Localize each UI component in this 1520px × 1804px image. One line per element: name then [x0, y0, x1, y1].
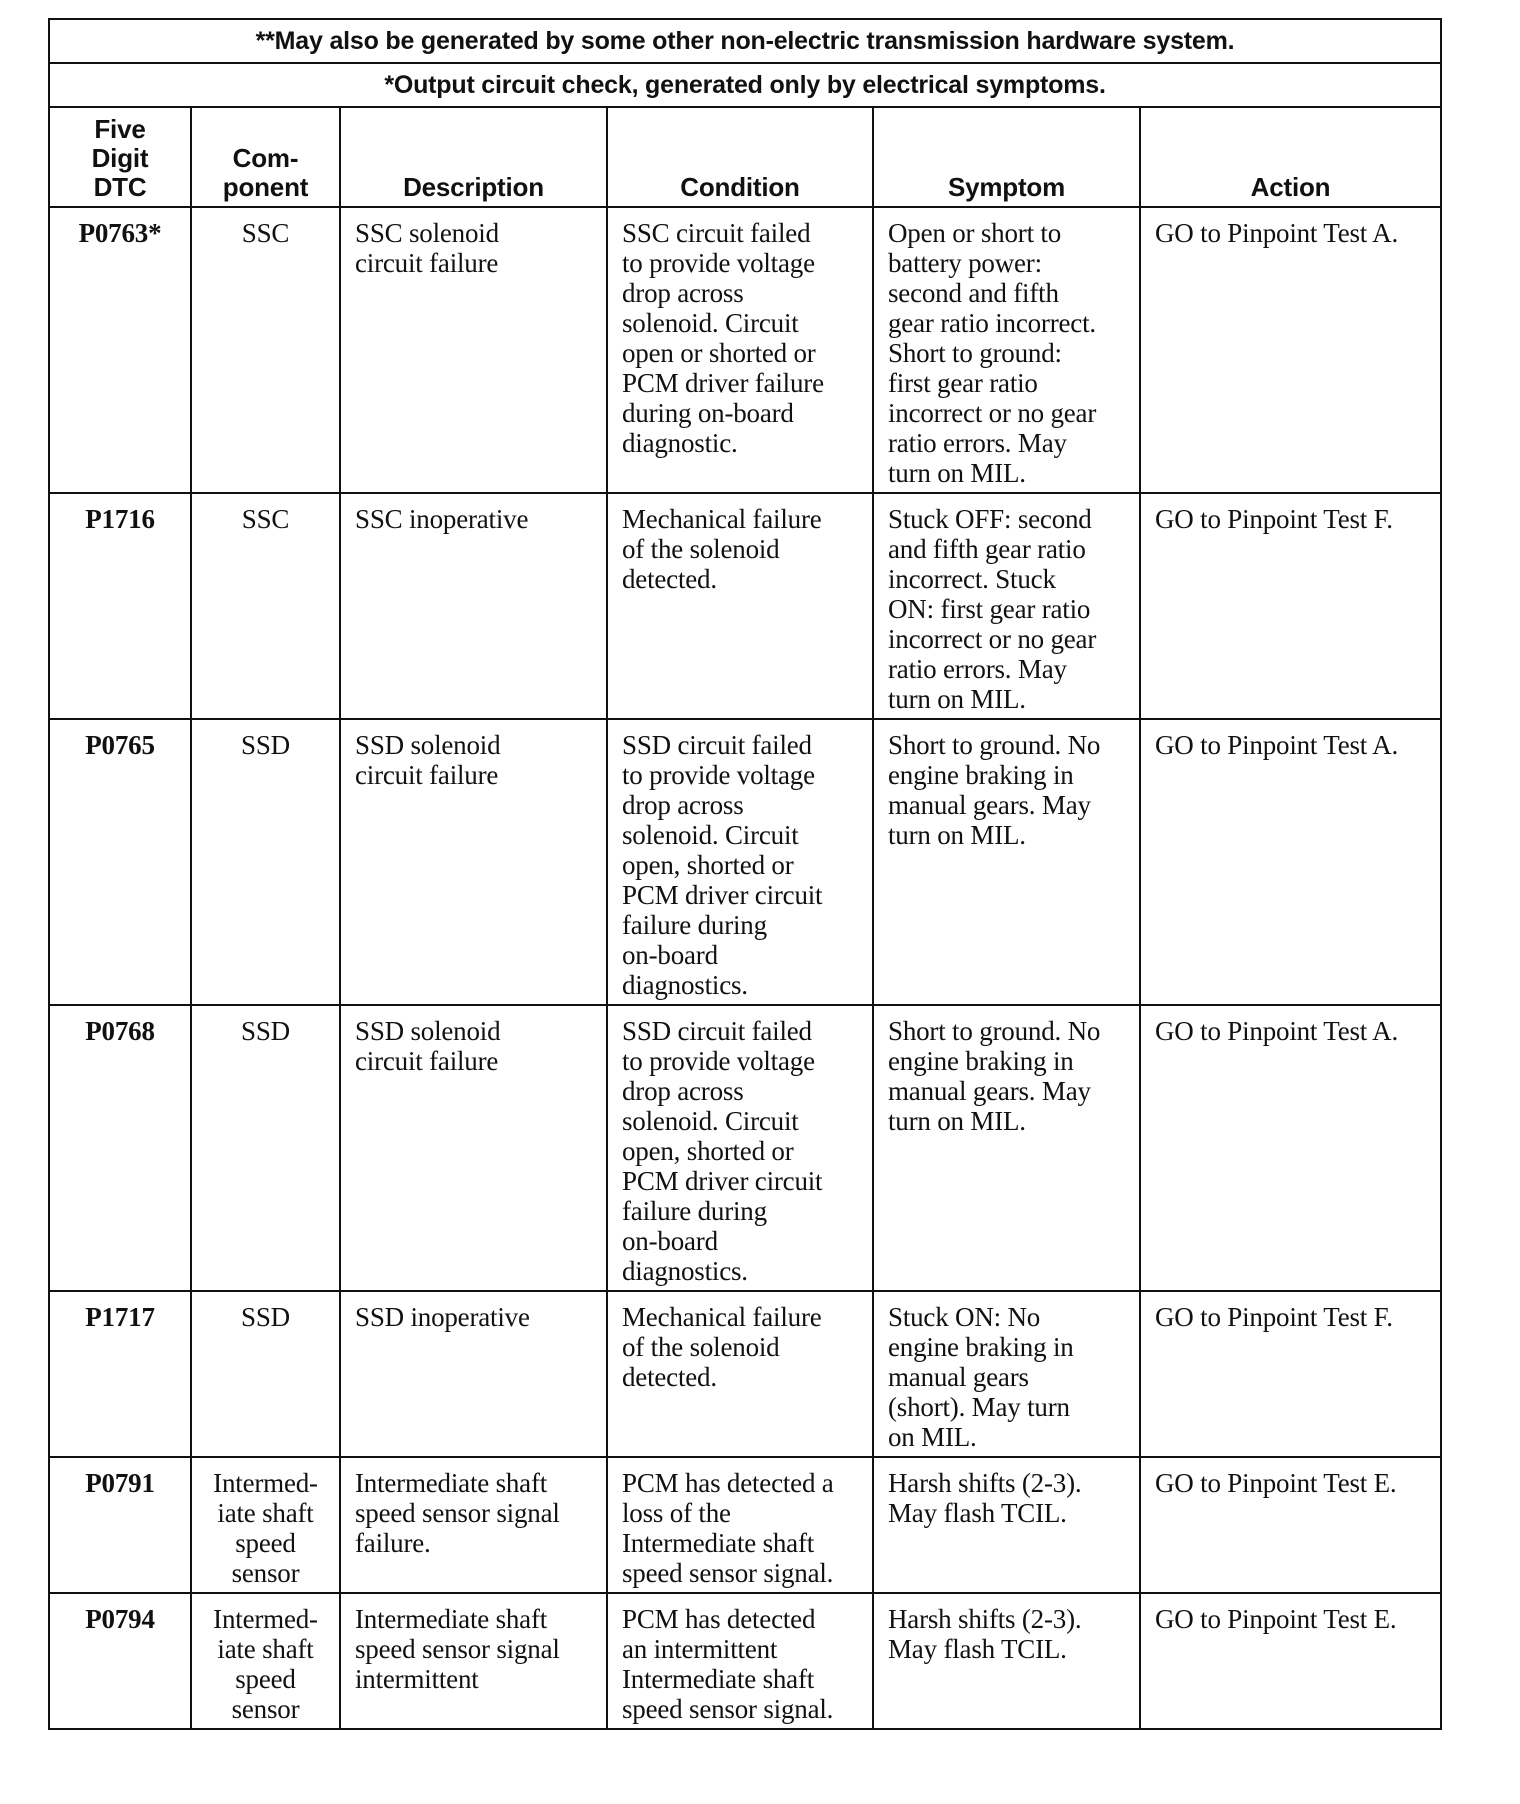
- description-cell: Intermediate shaft speed sensor signal intermittent: [340, 1593, 607, 1729]
- action-cell: GO to Pinpoint Test A.: [1140, 719, 1441, 1005]
- table-row: [49, 207, 1441, 493]
- action-cell: GO to Pinpoint Test F.: [1140, 1291, 1441, 1457]
- note-single-star: *Output circuit check, generated only by electrical symptoms.: [49, 63, 1441, 107]
- dtc-document: [48, 18, 1440, 1730]
- symptom-cell: Harsh shifts (2-3). May flash TCIL.: [873, 1593, 1140, 1729]
- condition-cell: Mechanical failure of the solenoid detected.: [607, 1291, 873, 1457]
- header-row: [49, 107, 1441, 207]
- dtc-code-cell: P0765: [49, 719, 191, 1005]
- table-row: [49, 719, 1441, 1005]
- note-row-double-star: [49, 19, 1441, 63]
- symptom-cell: Stuck OFF: second and fifth gear ratio incorrect. Stuck ON: first gear ratio incorrect or no gear ratio errors. May turn on MIL.: [873, 493, 1140, 719]
- header-description: Description: [340, 107, 607, 207]
- dtc-table-body: [49, 207, 1441, 1729]
- component-cell: SSC: [191, 493, 340, 719]
- component-cell: Intermed- iate shaft speed sensor: [191, 1457, 340, 1593]
- action-cell: GO to Pinpoint Test F.: [1140, 493, 1441, 719]
- condition-cell: Mechanical failure of the solenoid detected.: [607, 493, 873, 719]
- condition-cell: SSD circuit failed to provide voltage drop across solenoid. Circuit open, shorted or PCM driver circuit failure during on-board diagnostics.: [607, 1005, 873, 1291]
- condition-cell: SSD circuit failed to provide voltage drop across solenoid. Circuit open, shorted or PCM driver circuit failure during on-board diagnostics.: [607, 719, 873, 1005]
- dtc-code-cell: P1717: [49, 1291, 191, 1457]
- dtc-code-cell: P0763*: [49, 207, 191, 493]
- component-cell: SSC: [191, 207, 340, 493]
- table-row: [49, 1593, 1441, 1729]
- description-cell: Intermediate shaft speed sensor signal failure.: [340, 1457, 607, 1593]
- dtc-table: [48, 18, 1442, 1730]
- component-cell: SSD: [191, 1005, 340, 1291]
- table-row: [49, 1291, 1441, 1457]
- description-cell: SSD solenoid circuit failure: [340, 719, 607, 1005]
- header-condition: Condition: [607, 107, 873, 207]
- header-symptom: Symptom: [873, 107, 1140, 207]
- action-cell: GO to Pinpoint Test A.: [1140, 207, 1441, 493]
- condition-cell: PCM has detected an intermittent Intermediate shaft speed sensor signal.: [607, 1593, 873, 1729]
- header-component: Com- ponent: [191, 107, 340, 207]
- symptom-cell: Short to ground. No engine braking in manual gears. May turn on MIL.: [873, 719, 1140, 1005]
- description-cell: SSC inoperative: [340, 493, 607, 719]
- description-cell: SSD solenoid circuit failure: [340, 1005, 607, 1291]
- dtc-code-cell: P0768: [49, 1005, 191, 1291]
- action-cell: GO to Pinpoint Test E.: [1140, 1593, 1441, 1729]
- symptom-cell: Harsh shifts (2-3). May flash TCIL.: [873, 1457, 1140, 1593]
- component-cell: SSD: [191, 1291, 340, 1457]
- table-row: [49, 1457, 1441, 1593]
- action-cell: GO to Pinpoint Test E.: [1140, 1457, 1441, 1593]
- table-row: [49, 493, 1441, 719]
- dtc-code-cell: P0791: [49, 1457, 191, 1593]
- table-row: [49, 1005, 1441, 1291]
- description-cell: SSC solenoid circuit failure: [340, 207, 607, 493]
- description-cell: SSD inoperative: [340, 1291, 607, 1457]
- note-double-star: **May also be generated by some other non-electric transmission hardware system.: [49, 19, 1441, 63]
- component-cell: Intermed- iate shaft speed sensor: [191, 1593, 340, 1729]
- symptom-cell: Stuck ON: No engine braking in manual gears (short). May turn on MIL.: [873, 1291, 1140, 1457]
- header-dtc: Five Digit DTC: [49, 107, 191, 207]
- symptom-cell: Open or short to battery power: second and fifth gear ratio incorrect. Short to ground: first gear ratio incorrect or no gear ratio errors. May turn on MIL.: [873, 207, 1140, 493]
- component-cell: SSD: [191, 719, 340, 1005]
- condition-cell: SSC circuit failed to provide voltage drop across solenoid. Circuit open or shorted or PCM driver failure during on-board diagnostic.: [607, 207, 873, 493]
- header-action: Action: [1140, 107, 1441, 207]
- note-row-single-star: [49, 63, 1441, 107]
- dtc-code-cell: P1716: [49, 493, 191, 719]
- dtc-code-cell: P0794: [49, 1593, 191, 1729]
- condition-cell: PCM has detected a loss of the Intermediate shaft speed sensor signal.: [607, 1457, 873, 1593]
- action-cell: GO to Pinpoint Test A.: [1140, 1005, 1441, 1291]
- symptom-cell: Short to ground. No engine braking in manual gears. May turn on MIL.: [873, 1005, 1140, 1291]
